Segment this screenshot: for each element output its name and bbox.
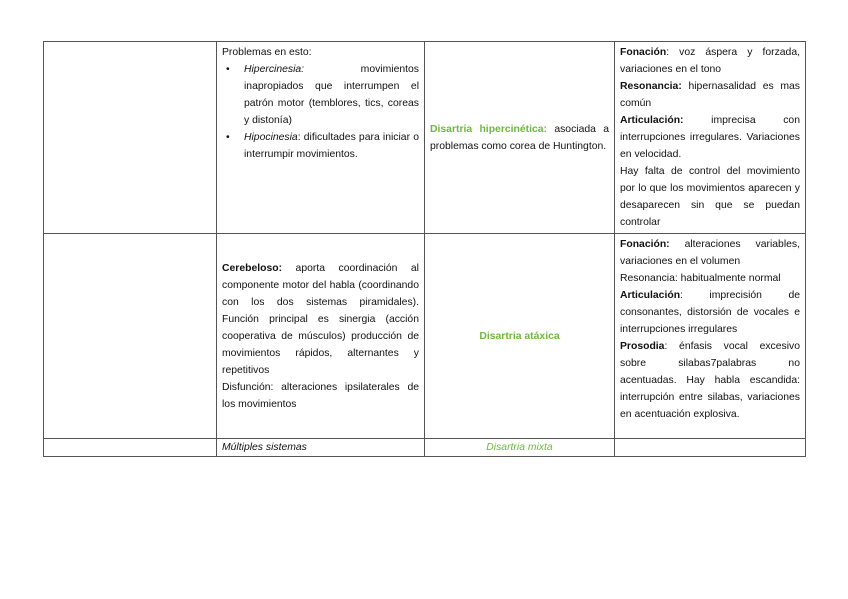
empty-cell [44, 439, 217, 457]
type-cell [425, 42, 615, 234]
table-row [44, 439, 806, 457]
system-cell: Múltiples sistemas [217, 439, 425, 457]
intro-text: Problemas en esto: [222, 47, 312, 58]
type-label: Disartria atáxica [479, 330, 560, 342]
characteristics-cell: Fonación: voz áspera y forzada, variaciones en el tono Resonancia: hipernasalidad es mas común Articulación: imprecisa con interrupciones irregulares. Variaciones en velocidad. Hay falta de control del movimiento por lo que los movimientos aparecen y desaparecen sin que se puedan controlar [615, 42, 806, 234]
table-row [44, 234, 806, 439]
list-item: • Hipercinesia: movimientos inapropiados que interrumpen el patrón motor (temblores, tics, coreas y distonía) [244, 61, 419, 129]
characteristics-cell [615, 439, 806, 457]
bullet-list [222, 61, 419, 163]
type-label: Disartria hipercinética: [430, 123, 548, 135]
system-cell [217, 42, 425, 234]
type-text: asociada a problemas como corea de Huntington. [430, 123, 609, 152]
dysfunction-text: Disfunción: alteraciones ipsilaterales de los movimientos [222, 381, 419, 410]
type-cell [425, 439, 615, 457]
system-cell: Cerebeloso: aporta coordinación al componente motor del habla (coordinando con los dos sistemas piramidales). Función principal es sinergia (acción cooperativa de músculos) producción de movimientos rápidos, alternantes y repetitivos Disfunción: alteraciones ipsilaterales de los movimientos [217, 234, 425, 439]
characteristics-cell: Fonación: alteraciones variables, variaciones en el volumen Resonancia: habitualmente normal Articulación: imprecisión de consonantes, distorsión de vocales e interrupciones irregulares Prosodia: énfasis vocal excesivo sobre silabas7palabras no acentuadas. Hay habla escandida: interrupción entre silabas, variaciones en acentuación explosiva. [615, 234, 806, 439]
type-label: Disartria mixta [486, 442, 553, 453]
bullet-icon: • [226, 132, 230, 143]
disartria-table [43, 41, 806, 457]
empty-cell [44, 234, 217, 439]
table-row [44, 42, 806, 234]
empty-cell [44, 42, 217, 234]
type-cell [425, 234, 615, 439]
list-item: • Hipocinesia: dificultades para iniciar o interrumpir movimientos. [244, 129, 419, 163]
bullet-icon: • [226, 64, 230, 75]
